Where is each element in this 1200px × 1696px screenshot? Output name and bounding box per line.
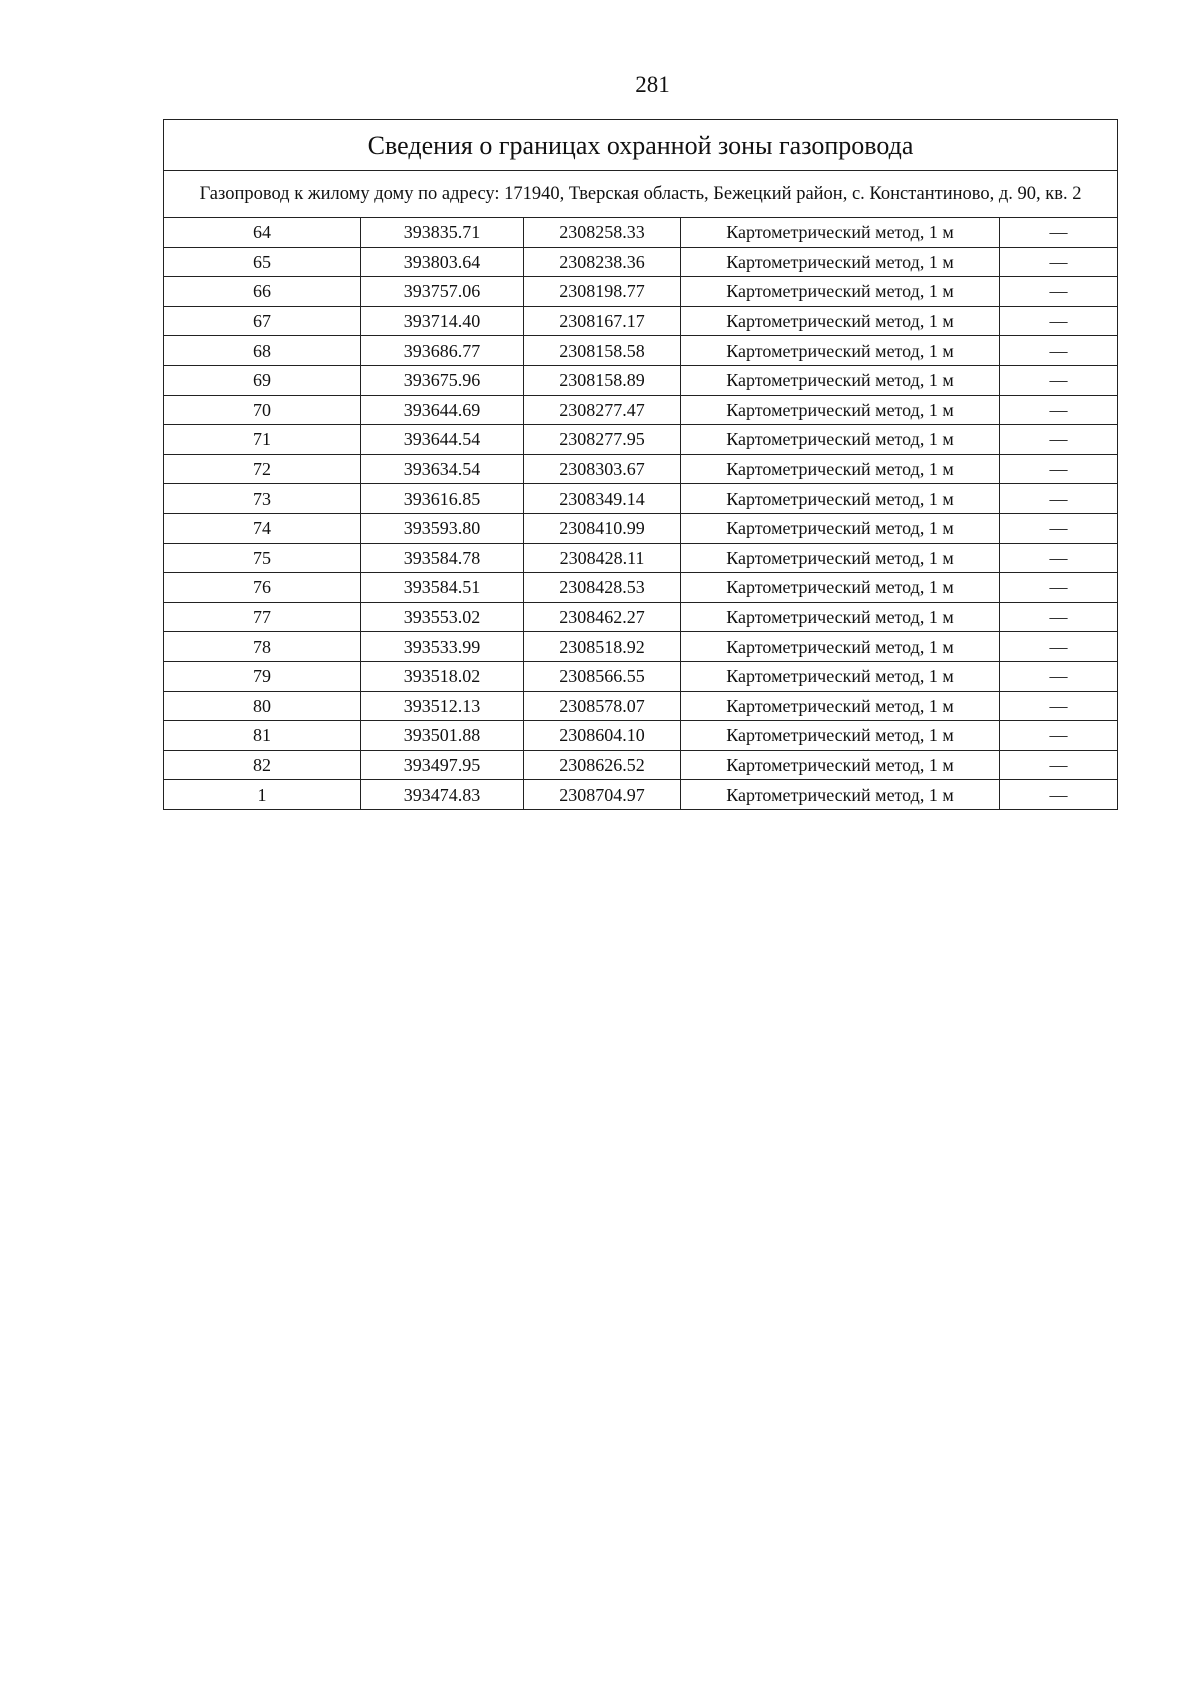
table-row <box>164 573 1118 603</box>
point-number-cell: 70 <box>164 395 361 425</box>
point-number-cell: 82 <box>164 750 361 780</box>
note-cell: — <box>1000 425 1118 455</box>
method-cell: Картометрический метод, 1 м <box>681 543 1000 573</box>
page-number: 281 <box>635 72 670 97</box>
point-number-cell: 66 <box>164 277 361 307</box>
point-number-cell: 80 <box>164 691 361 721</box>
method-cell: Картометрический метод, 1 м <box>681 454 1000 484</box>
method-cell: Картометрический метод, 1 м <box>681 306 1000 336</box>
point-number-cell: 77 <box>164 602 361 632</box>
coordinate-y-cell: 2308277.47 <box>524 395 681 425</box>
note-cell: — <box>1000 365 1118 395</box>
coordinate-y-cell: 2308238.36 <box>524 247 681 277</box>
coordinate-x-cell: 393616.85 <box>361 484 524 514</box>
table-row <box>164 454 1118 484</box>
point-number-cell: 79 <box>164 661 361 691</box>
coordinate-x-cell: 393501.88 <box>361 721 524 751</box>
method-cell: Картометрический метод, 1 м <box>681 425 1000 455</box>
point-number-cell: 75 <box>164 543 361 573</box>
coordinate-y-cell: 2308518.92 <box>524 632 681 662</box>
table-row <box>164 750 1118 780</box>
note-cell: — <box>1000 484 1118 514</box>
point-number-cell: 74 <box>164 513 361 543</box>
note-cell: — <box>1000 602 1118 632</box>
coordinate-y-cell: 2308277.95 <box>524 425 681 455</box>
coordinate-y-cell: 2308167.17 <box>524 306 681 336</box>
note-cell: — <box>1000 691 1118 721</box>
table-row <box>164 484 1118 514</box>
point-number-cell: 67 <box>164 306 361 336</box>
coordinate-y-cell: 2308303.67 <box>524 454 681 484</box>
coordinate-y-cell: 2308566.55 <box>524 661 681 691</box>
method-cell: Картометрический метод, 1 м <box>681 691 1000 721</box>
note-cell: — <box>1000 632 1118 662</box>
point-number-cell: 71 <box>164 425 361 455</box>
note-cell: — <box>1000 780 1118 810</box>
table-row <box>164 780 1118 810</box>
note-cell: — <box>1000 277 1118 307</box>
point-number-cell: 68 <box>164 336 361 366</box>
table-row <box>164 306 1118 336</box>
coordinate-x-cell: 393584.78 <box>361 543 524 573</box>
table-row <box>164 513 1118 543</box>
method-cell: Картометрический метод, 1 м <box>681 365 1000 395</box>
coordinate-y-cell: 2308428.53 <box>524 573 681 603</box>
note-cell: — <box>1000 750 1118 780</box>
coordinate-y-cell: 2308626.52 <box>524 750 681 780</box>
table-subtitle: Газопровод к жилому дому по адресу: 171940, Тверская область, Бежецкий район, с. Константиново, д. 90, кв. 2 <box>164 171 1118 218</box>
method-cell: Картометрический метод, 1 м <box>681 277 1000 307</box>
coordinate-x-cell: 393757.06 <box>361 277 524 307</box>
note-cell: — <box>1000 306 1118 336</box>
method-cell: Картометрический метод, 1 м <box>681 395 1000 425</box>
table-row <box>164 247 1118 277</box>
table-row <box>164 543 1118 573</box>
point-number-cell: 69 <box>164 365 361 395</box>
coordinate-x-cell: 393634.54 <box>361 454 524 484</box>
coordinate-y-cell: 2308604.10 <box>524 721 681 751</box>
point-number-cell: 64 <box>164 218 361 248</box>
coordinate-y-cell: 2308410.99 <box>524 513 681 543</box>
coordinate-x-cell: 393518.02 <box>361 661 524 691</box>
point-number-cell: 72 <box>164 454 361 484</box>
method-cell: Картометрический метод, 1 м <box>681 513 1000 543</box>
method-cell: Картометрический метод, 1 м <box>681 602 1000 632</box>
note-cell: — <box>1000 543 1118 573</box>
point-number-cell: 73 <box>164 484 361 514</box>
table-row <box>164 721 1118 751</box>
coordinate-y-cell: 2308349.14 <box>524 484 681 514</box>
table-row <box>164 218 1118 248</box>
method-cell: Картометрический метод, 1 м <box>681 750 1000 780</box>
table-row <box>164 277 1118 307</box>
coordinate-y-cell: 2308158.58 <box>524 336 681 366</box>
coordinate-x-cell: 393714.40 <box>361 306 524 336</box>
coordinate-y-cell: 2308428.11 <box>524 543 681 573</box>
note-cell: — <box>1000 721 1118 751</box>
coordinate-y-cell: 2308462.27 <box>524 602 681 632</box>
table-title-row <box>164 120 1118 171</box>
note-cell: — <box>1000 336 1118 366</box>
table-title: Сведения о границах охранной зоны газопровода <box>164 120 1118 171</box>
point-number-cell: 76 <box>164 573 361 603</box>
method-cell: Картометрический метод, 1 м <box>681 661 1000 691</box>
coordinate-x-cell: 393533.99 <box>361 632 524 662</box>
coordinate-x-cell: 393644.54 <box>361 425 524 455</box>
note-cell: — <box>1000 454 1118 484</box>
method-cell: Картометрический метод, 1 м <box>681 336 1000 366</box>
note-cell: — <box>1000 661 1118 691</box>
method-cell: Картометрический метод, 1 м <box>681 721 1000 751</box>
point-number-cell: 1 <box>164 780 361 810</box>
coordinate-x-cell: 393803.64 <box>361 247 524 277</box>
table-row <box>164 691 1118 721</box>
coordinate-x-cell: 393593.80 <box>361 513 524 543</box>
coordinate-y-cell: 2308578.07 <box>524 691 681 721</box>
coordinate-x-cell: 393584.51 <box>361 573 524 603</box>
coordinate-x-cell: 393835.71 <box>361 218 524 248</box>
table-row <box>164 365 1118 395</box>
note-cell: — <box>1000 247 1118 277</box>
table-subtitle-row <box>164 171 1118 218</box>
method-cell: Картометрический метод, 1 м <box>681 780 1000 810</box>
coordinate-x-cell: 393512.13 <box>361 691 524 721</box>
coordinate-x-cell: 393686.77 <box>361 336 524 366</box>
coordinate-x-cell: 393644.69 <box>361 395 524 425</box>
method-cell: Картометрический метод, 1 м <box>681 632 1000 662</box>
method-cell: Картометрический метод, 1 м <box>681 573 1000 603</box>
note-cell: — <box>1000 395 1118 425</box>
coordinate-y-cell: 2308704.97 <box>524 780 681 810</box>
note-cell: — <box>1000 573 1118 603</box>
method-cell: Картометрический метод, 1 м <box>681 247 1000 277</box>
table-body <box>164 120 1118 810</box>
table-row <box>164 632 1118 662</box>
coordinate-x-cell: 393553.02 <box>361 602 524 632</box>
table-row <box>164 395 1118 425</box>
coordinate-x-cell: 393497.95 <box>361 750 524 780</box>
table-row <box>164 425 1118 455</box>
table-row <box>164 661 1118 691</box>
coordinate-y-cell: 2308198.77 <box>524 277 681 307</box>
point-number-cell: 65 <box>164 247 361 277</box>
coordinate-x-cell: 393675.96 <box>361 365 524 395</box>
point-number-cell: 78 <box>164 632 361 662</box>
table-row <box>164 336 1118 366</box>
table-row <box>164 602 1118 632</box>
coordinate-y-cell: 2308258.33 <box>524 218 681 248</box>
note-cell: — <box>1000 218 1118 248</box>
point-number-cell: 81 <box>164 721 361 751</box>
coordinate-y-cell: 2308158.89 <box>524 365 681 395</box>
boundary-table <box>163 119 1118 810</box>
coordinate-x-cell: 393474.83 <box>361 780 524 810</box>
note-cell: — <box>1000 513 1118 543</box>
method-cell: Картометрический метод, 1 м <box>681 218 1000 248</box>
method-cell: Картометрический метод, 1 м <box>681 484 1000 514</box>
